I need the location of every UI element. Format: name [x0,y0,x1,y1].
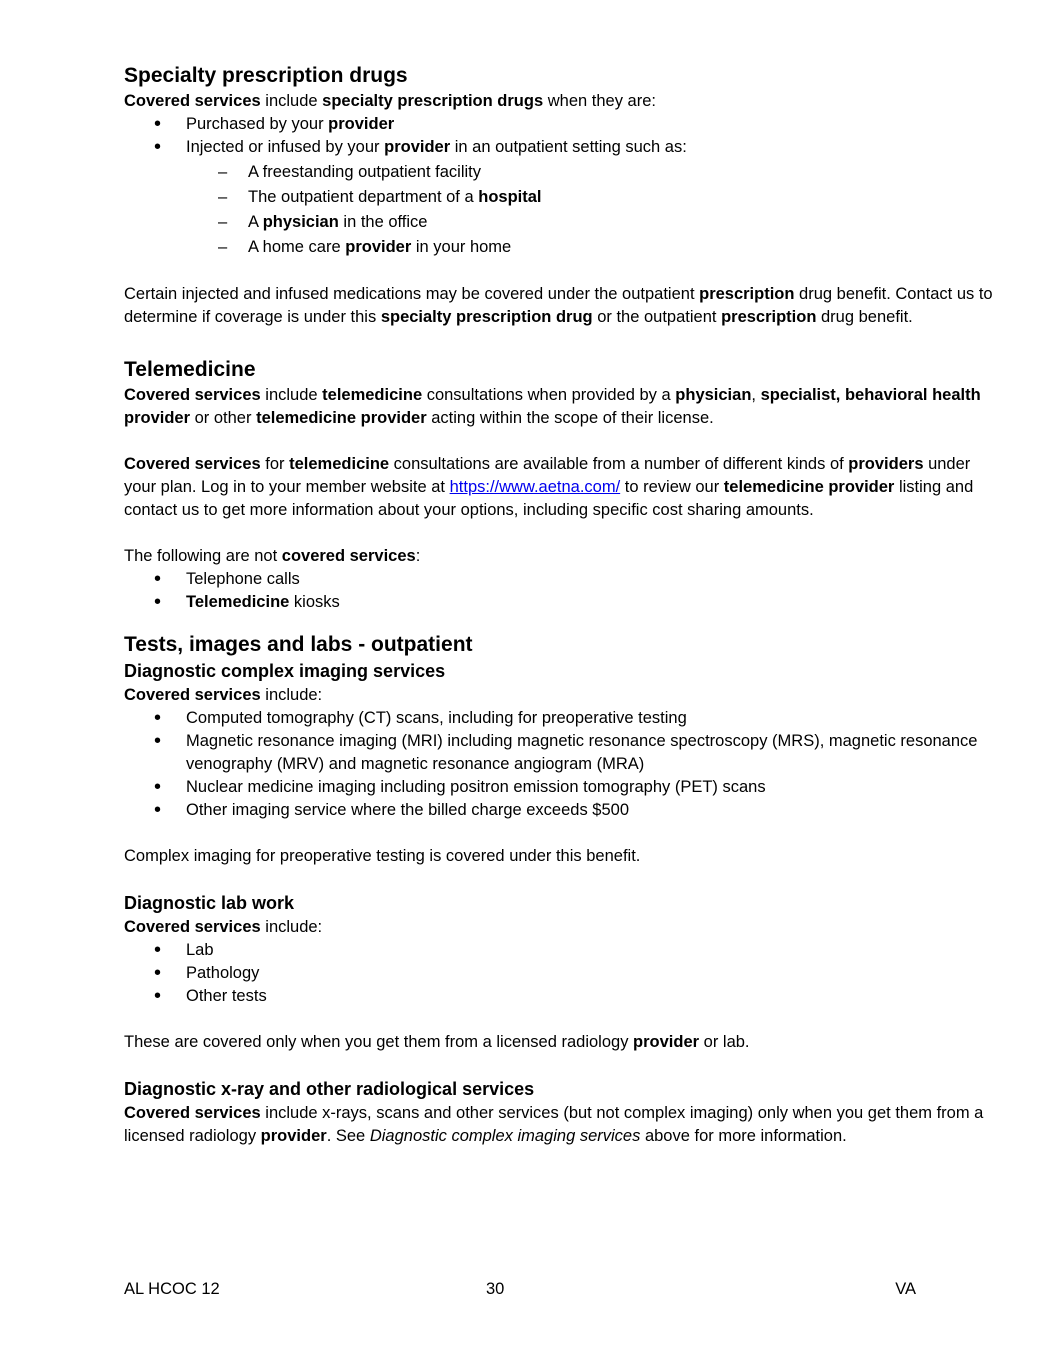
specialty-setting-list [124,160,1004,260]
telemedicine-not-covered-list [124,568,1004,614]
telemedicine-paragraph-2: Covered services for telemedicine consultations are available from a number of different kinds of providers under your plan. Log in to your member website at https://www.aetna.com/ to review our telemedicine provider listing and contact us to get more information about your options, including specific cost sharing amounts. [124,455,974,519]
xray-paragraph: Covered services include x-rays, scans and other services (but not complex imaging) only when you get them from a licensed radiology provider. See Diagnostic complex imaging services above for more information. [124,1104,984,1145]
list-item: • Telephone calls [124,568,1004,591]
list-item: • Computed tomography (CT) scans, including for preoperative testing [124,707,1004,730]
footer-state-code: VA [895,1280,916,1298]
specialty-paragraph: Certain injected and infused medications may be covered under the outpatient prescription drug benefit. Contact us to determine if coverage is under this specialty prescription drug or the outpatient prescription drug benefit. [124,285,993,326]
list-item: • Lab [124,939,1004,962]
section-title-tests: Tests, images and labs - outpatient [124,633,473,656]
footer-page-number: 30 [486,1280,505,1298]
subsection-title-lab: Diagnostic lab work [124,893,295,913]
page-footer [124,1280,916,1304]
aetna-website-link[interactable]: https://www.aetna.com/ [449,478,621,496]
list-item: – A freestanding outpatient facility [124,160,1004,185]
lab-paragraph: These are covered only when you get them from a licensed radiology provider or lab. [124,1033,750,1051]
lab-list [124,939,1004,1008]
list-item: – A home care provider in your home [124,235,1004,260]
imaging-list [124,707,1004,822]
lab-intro: Covered services include: [124,918,323,936]
specialty-bullet-list [124,113,1004,159]
list-item: • Nuclear medicine imaging including positron emission tomography (PET) scans [124,776,1004,799]
list-item: • Other imaging service where the billed charge exceeds $500 [124,799,1004,822]
list-item: • Magnetic resonance imaging (MRI) including magnetic resonance spectroscopy (MRS), magnetic resonance venography (MRV) and magnetic resonance angiogram (MRA) [124,730,1004,776]
list-item: – The outpatient department of a hospital [124,185,1004,210]
document-page [124,62,1004,1148]
specialty-intro: Covered services include specialty prescription drugs when they are: [124,92,656,110]
subsection-title-imaging: Diagnostic complex imaging services [124,661,446,681]
telemedicine-paragraph-1: Covered services include telemedicine consultations when provided by a physician, specialist, behavioral health provider or other telemedicine provider acting within the scope of their license. [124,386,981,427]
telemedicine-not-covered-intro: The following are not covered services: [124,547,421,565]
footer-form-code: AL HCOC 12 [124,1280,220,1298]
imaging-paragraph: Complex imaging for preoperative testing is covered under this benefit. [124,847,641,865]
list-item: • Other tests [124,985,1004,1008]
list-item: • Telemedicine kiosks [124,591,1004,614]
section-title-telemedicine: Telemedicine [124,358,256,381]
subsection-title-xray: Diagnostic x-ray and other radiological services [124,1079,535,1099]
imaging-intro: Covered services include: [124,686,323,704]
list-item: • Pathology [124,962,1004,985]
list-item: • Purchased by your provider [124,113,1004,136]
list-item: • Injected or infused by your provider in an outpatient setting such as: [124,136,1004,159]
list-item: – A physician in the office [124,210,1004,235]
section-title-specialty: Specialty prescription drugs [124,64,408,87]
